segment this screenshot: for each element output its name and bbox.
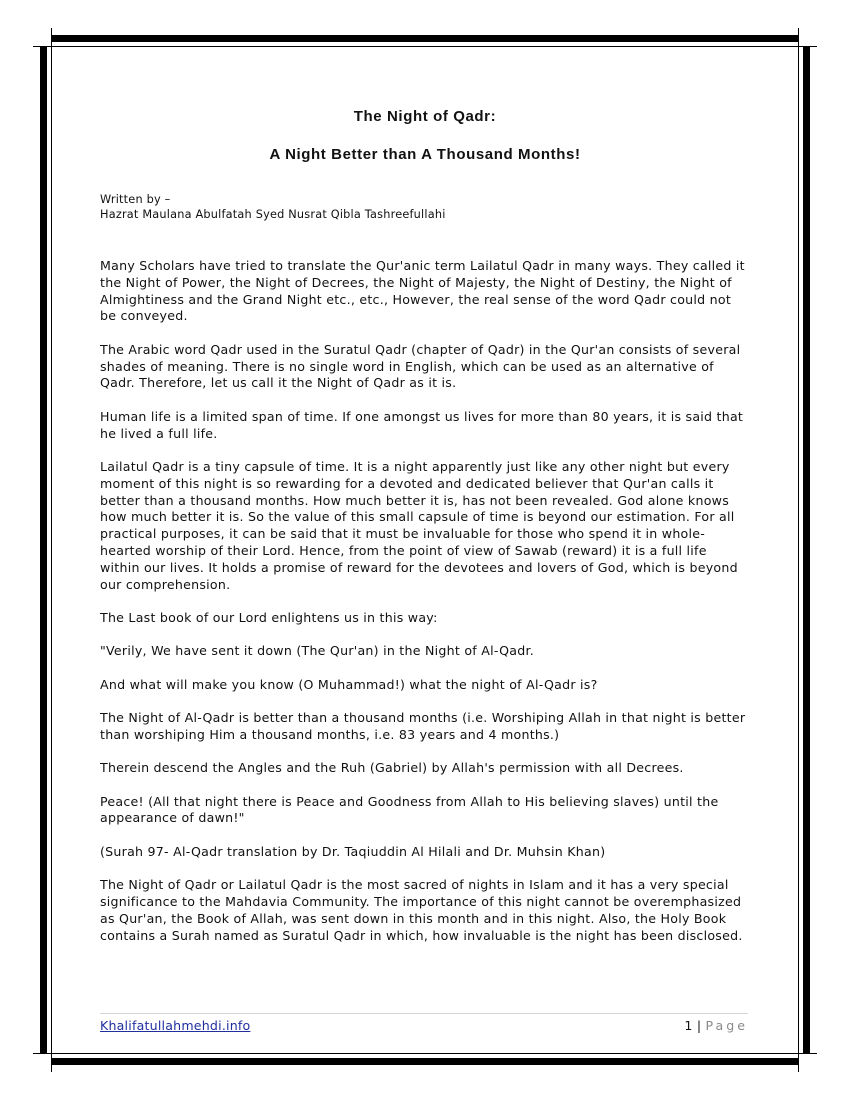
page-number	[684, 1018, 748, 1033]
paragraph: The Last book of our Lord enlightens us in this way:	[100, 609, 438, 625]
paragraph: Lailatul Qadr is a tiny capsule of time. It is a night apparently just like any other night but every moment of this night is so rewarding for a devoted and dedicated believer that Qur'an calls it better than a thousand months. How much better it is, has not been revealed. God alone knows how much better it is. So the value of this small capsule of time is beyond our estimation. For all practical purposes, it can be said that it must be invaluable for those who spend it in whole-hearted worship of their Lord. Hence, from the point of view of Sawab (reward) it is a full life within our lives. It holds a promise of reward for the devotees and lovers of God, which is beyond our comprehension.	[100, 458, 738, 592]
document-subtitle: A Night Better than A Thousand Months!	[269, 146, 581, 163]
paragraph-list	[100, 258, 750, 944]
border-corner-top-left	[33, 28, 52, 47]
document-title: The Night of Qadr:	[353, 108, 497, 125]
document-body	[100, 108, 750, 961]
border-corner-top-right	[798, 28, 817, 47]
quote-paragraph: The Night of Al-Qadr is better than a thousand months (i.e. Worshiping Allah in that night is better than worshiping Him a thousand months, i.e. 83 years and 4 months.)	[100, 710, 746, 742]
quote-paragraph: Therein descend the Angles and the Ruh (Gabriel) by Allah's permission with all Decrees.	[100, 760, 684, 776]
footer-website-link[interactable]: Khalifatullahmehdi.info	[100, 1018, 251, 1033]
border-corner-bottom-right	[798, 1053, 817, 1072]
quote-paragraph: Peace! (All that night there is Peace and Goodness from Allah to His believing slaves) until the appearance of dawn!"	[100, 793, 719, 826]
page-number-value: 1 |	[684, 1018, 702, 1033]
page-label: Page	[705, 1018, 748, 1033]
paragraph: Human life is a limited span of time. If one amongst us lives for more than 80 years, it is said that he lived a full life.	[100, 408, 744, 441]
written-by-label: Written by –	[100, 193, 171, 206]
page-footer	[100, 1013, 748, 1033]
author-name: Hazrat Maulana Abulfatah Syed Nusrat Qibla Tashreefullahi	[100, 208, 446, 221]
paragraph: The Night of Qadr or Lailatul Qadr is the most sacred of nights in Islam and it has a very special significance to the Mahdavia Community. The importance of this night cannot be overemphasized as Qur'an, the Book of Allah, was sent down in this month and in this night. Also, the Holy Book contains a Surah named as Suratul Qadr in which, how invaluable is the night has been disclosed.	[100, 877, 743, 943]
quote-paragraph: "Verily, We have sent it down (The Qur'an) in the Night of Al-Qadr.	[100, 643, 534, 659]
border-corner-bottom-left	[33, 1053, 52, 1072]
paragraph: The Arabic word Qadr used in the Suratul Qadr (chapter of Qadr) in the Qur'an consists of several shades of meaning. There is no single word in English, which can be used as an alternative of Qadr. Therefore, let us call it the Night of Qadr as it is.	[100, 341, 741, 391]
quote-paragraph: And what will make you know (O Muhammad!) what the night of Al-Qadr is?	[100, 676, 598, 692]
paragraph: Many Scholars have tried to translate the Qur'anic term Lailatul Qadr in many ways. They called it the Night of Power, the Night of Decrees, the Night of Majesty, the Night of Destiny, the Night of Almightiness and the Grand Night etc., etc., However, the real sense of the word Qadr could not be conveyed.	[100, 258, 745, 324]
byline	[100, 192, 750, 222]
citation: (Surah 97- Al-Qadr translation by Dr. Taqiuddin Al Hilali and Dr. Muhsin Khan)	[100, 843, 606, 859]
